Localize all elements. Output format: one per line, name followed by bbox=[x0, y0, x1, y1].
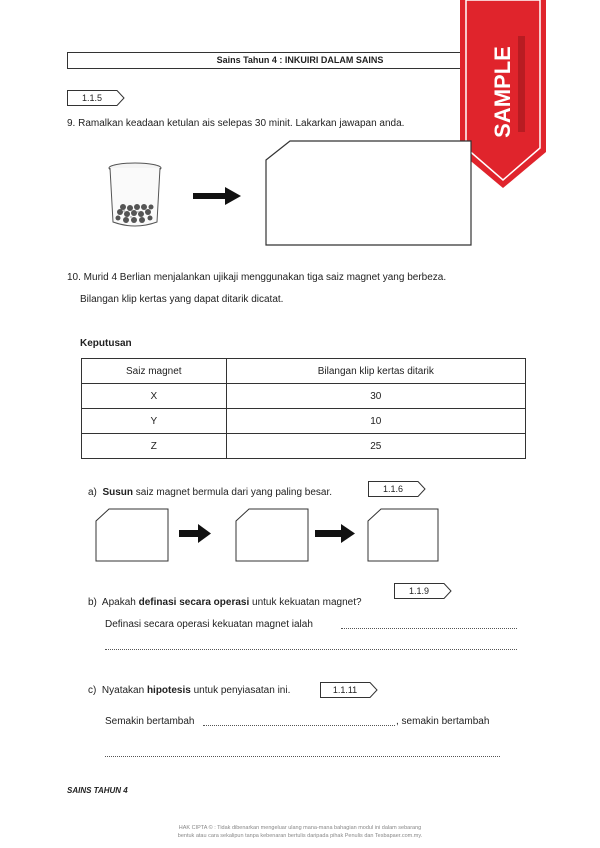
table-cell: X bbox=[82, 384, 227, 409]
arrow-right-icon bbox=[198, 524, 211, 543]
question-a-text: a) Susun saiz magnet bermula dari yang paling besar. bbox=[88, 487, 333, 498]
table-row bbox=[82, 384, 526, 409]
question-10-line-2: Bilangan klip kertas yang dapat ditarik dicatat. bbox=[80, 294, 284, 305]
table-cell: 25 bbox=[226, 434, 525, 459]
hypothesis-answer-right: , semakin bertambah bbox=[396, 716, 490, 727]
skill-tag-1-1-11: 1.1.11 bbox=[320, 682, 378, 698]
arrow-right-icon bbox=[341, 524, 355, 543]
question-b-text: b) Apakah definasi secara operasi untuk kekuatan magnet? bbox=[88, 597, 362, 608]
sample-label: SAMPLE bbox=[490, 46, 515, 138]
question-10-line-1: 10. Murid 4 Berlian menjalankan ujikaji menggunakan tiga saiz magnet yang berbeza. bbox=[67, 272, 447, 283]
copyright-notice: HAK CIPTA © : Tidak dibenarkan mengeluar ulang mana-mana bahagian modul ini dalam sebarang bentuk atau cara sekalipun tanpa kebenaran bertulis daripada pihak Penulis dan Tesbapaer.com.my. bbox=[177, 825, 423, 839]
table-row bbox=[82, 434, 526, 459]
answer-line[interactable] bbox=[105, 756, 500, 757]
answer-line[interactable] bbox=[105, 649, 517, 650]
hypothesis-answer-left: Semakin bertambah bbox=[105, 716, 195, 727]
question-9-text: 9. Ramalkan keadaan ketulan ais selepas 30 minit. Lakarkan jawapan anda. bbox=[67, 118, 405, 129]
table-header-cell: Bilangan klip kertas ditarik bbox=[226, 359, 525, 384]
order-box-2 bbox=[236, 509, 308, 561]
table-row bbox=[82, 409, 526, 434]
footer-subject: SAINS TAHUN 4 bbox=[67, 786, 128, 795]
table-header-row bbox=[82, 359, 526, 384]
skill-tag-1-1-6: 1.1.6 bbox=[368, 481, 426, 497]
answer-line[interactable] bbox=[341, 628, 517, 629]
result-heading: Keputusan bbox=[80, 338, 132, 349]
ordering-answer-area bbox=[95, 508, 445, 563]
order-box-3 bbox=[368, 509, 438, 561]
table-cell: 10 bbox=[226, 409, 525, 434]
table-cell: 30 bbox=[226, 384, 525, 409]
table-cell: Y bbox=[82, 409, 227, 434]
definition-answer-label: Definasi secara operasi kekuatan magnet ialah bbox=[105, 619, 313, 630]
table-header-cell: Saiz magnet bbox=[82, 359, 227, 384]
results-table bbox=[81, 358, 526, 459]
question-c-text: c) Nyatakan hipotesis untuk penyiasatan ini. bbox=[88, 685, 291, 696]
order-box-1 bbox=[96, 509, 168, 561]
sketch-answer-box[interactable] bbox=[265, 140, 475, 250]
beaker-ice-illustration bbox=[100, 160, 170, 232]
table-cell: Z bbox=[82, 434, 227, 459]
answer-line[interactable] bbox=[203, 725, 395, 726]
skill-tag-1-1-5: 1.1.5 bbox=[67, 90, 125, 106]
worksheet-title: Sains Tahun 4 : INKUIRI DALAM SAINS bbox=[67, 52, 533, 69]
skill-tag-1-1-9: 1.1.9 bbox=[394, 583, 452, 599]
arrow-right-icon bbox=[193, 187, 243, 205]
